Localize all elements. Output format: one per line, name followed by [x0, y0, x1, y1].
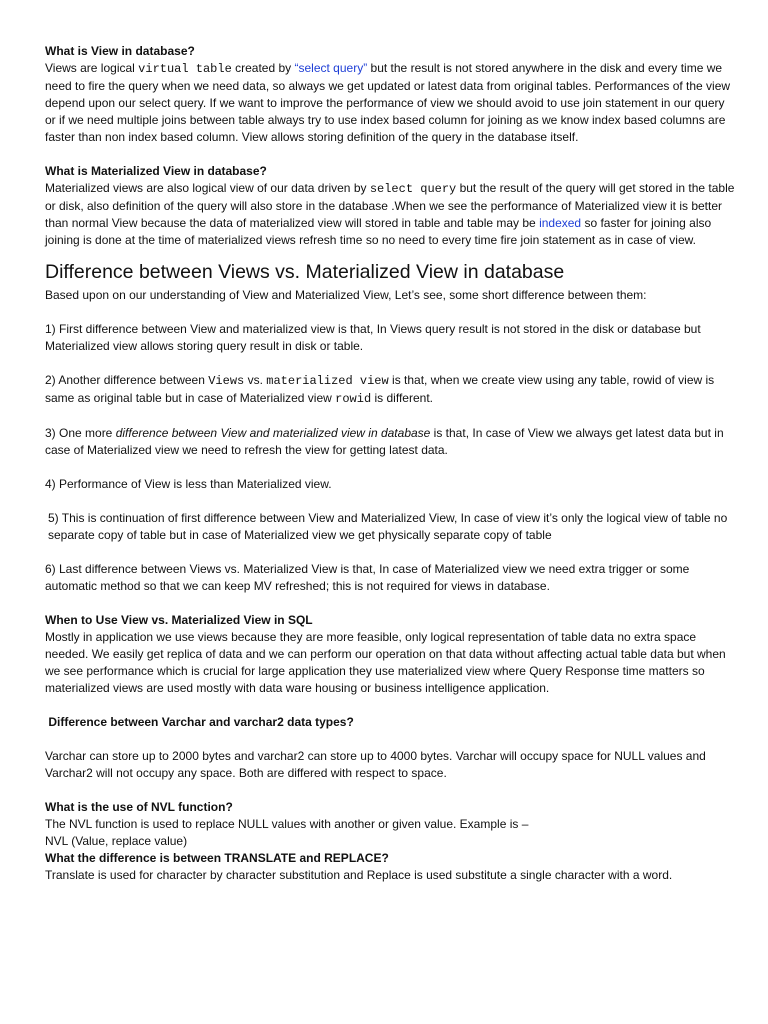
question-view: What is View in database?: [45, 44, 195, 58]
intro-paragraph: Based upon on our understanding of View and Materialized View, Let’s see, some short difference between them:: [45, 288, 647, 302]
answer-materialized-view: Materialized views are also logical view of our data driven by select query but the result of the query will get stored in the table or disk, also definition of the query will also store in the database .When we see the performance of Materialized view it is better than normal View because the data of materialized view will stored in table and table may be indexed so faster for joining also joining is done at the time of materialized views refresh time so no need to every time fire join statement as in case of view.: [45, 181, 735, 247]
answer-nvl: The NVL function is used to replace NULL values with another or given value. Example is –: [45, 817, 529, 831]
answer-when-to-use: Mostly in application we use views because they are more feasible, only logical representation of table data no extra space needed. We easily get replica of data and we can perform our operation on that data without affecting actual table data but when we see performance which is crucial for large application they use materialized view where Query Response time matters so materialized views are used mostly with data ware housing or business intelligence application.: [45, 630, 726, 695]
italic-phrase: difference between View and materialized view in database: [115, 426, 431, 440]
question-when-to-use: When to Use View vs. Materialized View in SQL: [45, 613, 313, 627]
question-materialized-view: What is Materialized View in database?: [45, 164, 267, 178]
difference-6: 6) Last difference between Views vs. Materialized View is that, In case of Materialized view we need extra trigger or some automatic method so that we can keep MV refreshed; this is not required for views in database.: [45, 562, 690, 593]
link-select-query[interactable]: “select query”: [294, 61, 368, 75]
code-select-query: select query: [369, 182, 457, 196]
document-page: [45, 43, 735, 884]
answer-translate: Translate is used for character by character substitution and Replace is used substitute a single character with a word.: [45, 868, 673, 882]
question-varchar: Difference between Varchar and varchar2 data types?: [45, 715, 354, 729]
answer-varchar: Varchar can store up to 2000 bytes and varchar2 can store up to 4000 bytes. Varchar will occupy space for NULL values and Varchar2 will not occupy any space. Both are differed with respect to space.: [45, 749, 706, 780]
difference-4: 4) Performance of View is less than Materialized view.: [45, 477, 332, 491]
difference-3: 3) One more difference between View and materialized view in database is that, In case of View we always get latest data but in case of Materialized view we need to refresh the view for getting latest data.: [45, 426, 724, 457]
code-materialized-view: materialized view: [266, 374, 389, 388]
difference-5: 5) This is continuation of first difference between View and Materialized View, In case of view it’s only the logical view of table no separate copy of table but in case of Materialized view we get physically separate copy of table: [48, 511, 728, 542]
question-nvl: What is the use of NVL function?: [45, 800, 233, 814]
code-rowid: rowid: [335, 392, 372, 406]
code-views: Views: [208, 374, 245, 388]
answer-nvl-example: NVL (Value, replace value): [45, 834, 188, 848]
code-virtual-table: virtual table: [138, 62, 232, 76]
difference-2: 2) Another difference between Views vs. materialized view is that, when we create view using any table, rowid of view is same as original table but in case of Materialized view rowid is different.: [45, 373, 715, 406]
section-heading: Difference between Views vs. Materialized View in database: [45, 261, 565, 283]
question-translate: What the difference is between TRANSLATE and REPLACE?: [45, 851, 389, 865]
answer-view: Views are logical virtual table created by “select query” but the result is not stored anywhere in the disk and every time we need to fire the query when we need data, so always we get updated or latest data from original tables. Performances of the view depend upon our select query. If we want to improve the performance of view we should avoid to use join statement in our query or if we need multiple joins between table always try to use index based column for joining as we know index based columns are faster than non index based column. View allows storing definition of the query in the database itself.: [45, 61, 731, 144]
link-indexed[interactable]: indexed: [539, 216, 582, 230]
difference-1: 1) First difference between View and materialized view is that, In Views query result is not stored in the disk or database but Materialized view allows storing query result in disk or table.: [45, 322, 701, 353]
